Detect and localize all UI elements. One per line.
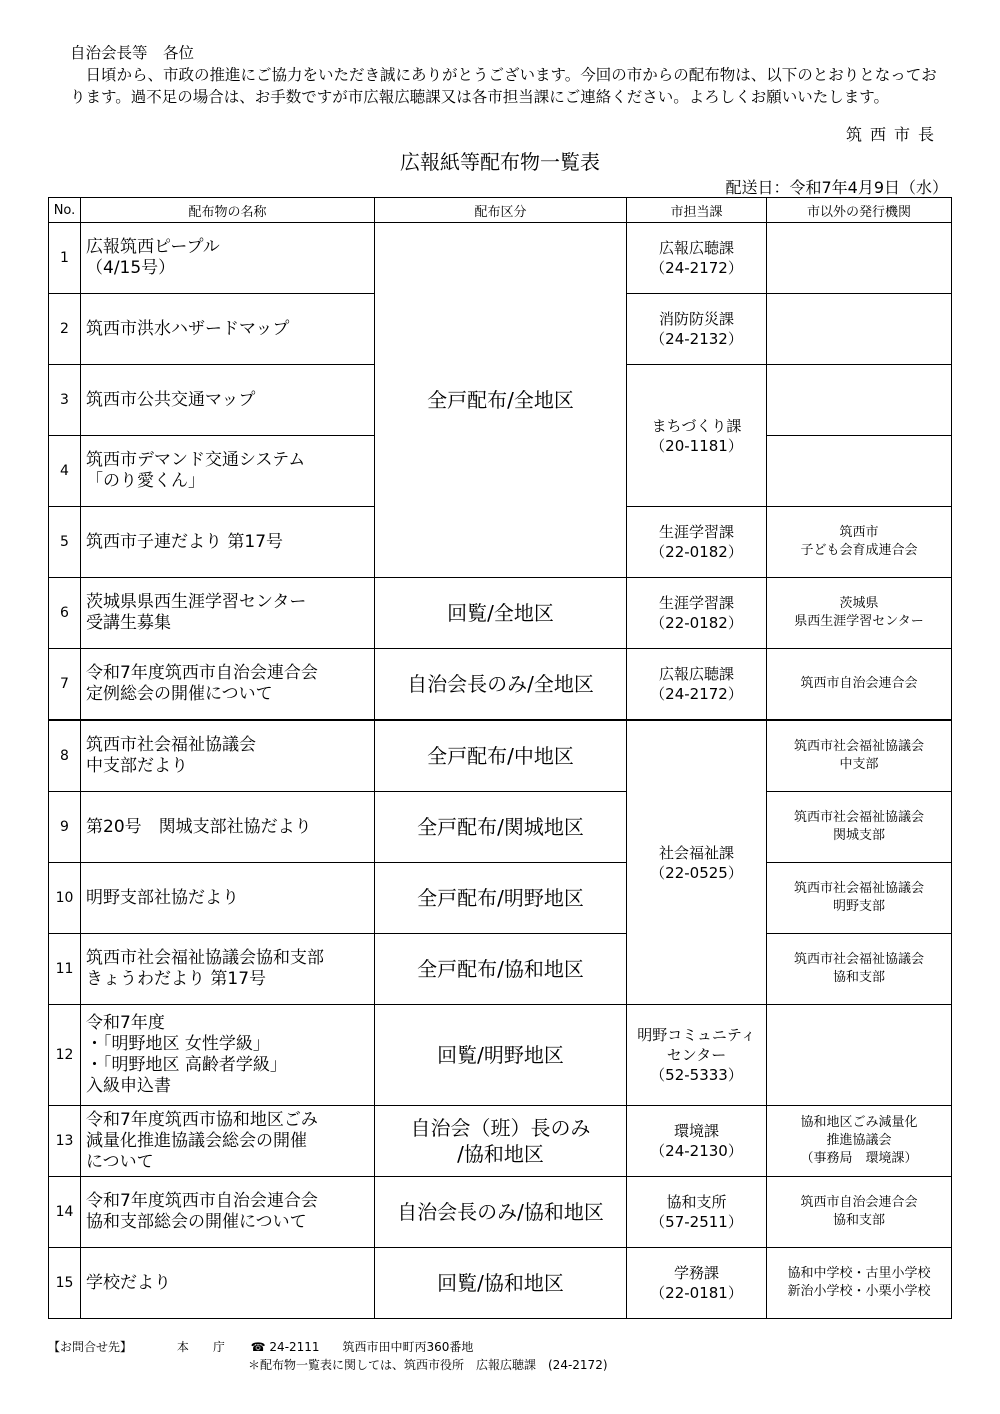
distribution-table: [48, 197, 952, 1319]
item-name: 令和7年度筑西市自治会連合会 定例総会の開催について: [81, 649, 375, 721]
issuer-cell: 協和中学校・古里小学校 新治小学校・小栗小学校: [767, 1248, 952, 1319]
department-cell: 学務課 （22-0181）: [627, 1248, 767, 1319]
sender: 筑西市長: [845, 125, 942, 144]
table-row: [49, 1177, 952, 1248]
table-row: [49, 934, 952, 1005]
department-cell: 明野コミュニティ センター （52-5333）: [627, 1005, 767, 1106]
issuer-cell: 筑西市社会福祉協議会 関城支部: [767, 792, 952, 863]
table-header-row: [49, 198, 952, 223]
issuer-cell: [767, 436, 952, 507]
row-no: 1: [49, 223, 81, 294]
distribution-cell: 全戸配布/全地区: [375, 223, 627, 578]
distribution-cell: 全戸配布/関城地区: [375, 792, 627, 863]
item-name: 令和7年度筑西市協和地区ごみ 減量化推進協議会総会の開催 について: [81, 1106, 375, 1177]
table-row: [49, 223, 952, 294]
footer-note: ＊配布物一覧表に関しては、筑西市役所 広報広聴課 (24-2172): [248, 1358, 608, 1372]
row-no: 15: [49, 1248, 81, 1319]
distribution-cell: 全戸配布/明野地区: [375, 863, 627, 934]
item-name: 第20号 関城支部社協だより: [81, 792, 375, 863]
item-name: 茨城県県西生涯学習センター 受講生募集: [81, 578, 375, 649]
distribution-cell: 回覧/明野地区: [375, 1005, 627, 1106]
table-row: [49, 863, 952, 934]
table-row: [49, 1106, 952, 1177]
row-no: 4: [49, 436, 81, 507]
contact-footer: [48, 1338, 948, 1374]
item-name: 明野支部社協だより: [81, 863, 375, 934]
document-title: 広報紙等配布物一覧表: [400, 150, 600, 174]
col-distribution: 配布区分: [375, 198, 627, 223]
row-no: 9: [49, 792, 81, 863]
col-no: No.: [49, 198, 81, 223]
item-name: 広報筑西ピープル （4/15号）: [81, 223, 375, 294]
issuer-cell: [767, 365, 952, 436]
issuer-cell: [767, 294, 952, 365]
item-name: 筑西市公共交通マップ: [81, 365, 375, 436]
item-name: 筑西市社会福祉協議会協和支部 きょうわだより 第17号: [81, 934, 375, 1005]
item-name: 筑西市デマンド交通システム 「のり愛くん」: [81, 436, 375, 507]
issuer-cell: 筑西市 子ども会育成連合会: [767, 507, 952, 578]
distribution-cell: 回覧/協和地区: [375, 1248, 627, 1319]
row-no: 7: [49, 649, 81, 721]
item-name: 学校だより: [81, 1248, 375, 1319]
item-name: 筑西市社会福祉協議会 中支部だより: [81, 720, 375, 792]
item-name: 令和7年度 ・「明野地区 女性学級」 ・「明野地区 高齢者学級」 入級申込書: [81, 1005, 375, 1106]
addressee: 自治会長等 各位: [70, 44, 195, 62]
item-name: 筑西市子連だより 第17号: [81, 507, 375, 578]
row-no: 11: [49, 934, 81, 1005]
table-row: [49, 720, 952, 792]
department-cell: 社会福祉課 （22-0525）: [627, 720, 767, 1005]
department-cell: 環境課 （24-2130）: [627, 1106, 767, 1177]
issuer-cell: 協和地区ごみ減量化 推進協議会 （事務局 環境課）: [767, 1106, 952, 1177]
row-no: 10: [49, 863, 81, 934]
issuer-cell: 茨城県 県西生涯学習センター: [767, 578, 952, 649]
phone-number: ☎ 24-2111: [250, 1340, 320, 1354]
issuer-cell: 筑西市社会福祉協議会 中支部: [767, 720, 952, 792]
table-row: [49, 578, 952, 649]
department-cell: 広報広聴課 （24-2172）: [627, 649, 767, 721]
distribution-cell: 全戸配布/中地区: [375, 720, 627, 792]
department-cell: 消防防災課 （24-2132）: [627, 294, 767, 365]
row-no: 2: [49, 294, 81, 365]
department-cell: 生涯学習課 （22-0182）: [627, 507, 767, 578]
col-issuer: 市以外の発行機関: [767, 198, 952, 223]
distribution-cell: 自治会長のみ/協和地区: [375, 1177, 627, 1248]
distribution-cell: 全戸配布/協和地区: [375, 934, 627, 1005]
issuer-cell: 筑西市自治会連合会 協和支部: [767, 1177, 952, 1248]
col-name: 配布物の名称: [81, 198, 375, 223]
item-name: 令和7年度筑西市自治会連合会 協和支部総会の開催について: [81, 1177, 375, 1248]
issuer-cell: [767, 1005, 952, 1106]
row-no: 14: [49, 1177, 81, 1248]
office-address: 筑西市田中町丙360番地: [342, 1340, 474, 1354]
delivery-date: 配送日：令和7年4月9日（水）: [725, 178, 948, 197]
issuer-cell: 筑西市自治会連合会: [767, 649, 952, 721]
col-department: 市担当課: [627, 198, 767, 223]
table-row: [49, 1005, 952, 1106]
contact-label: 【お問合せ先】: [48, 1340, 133, 1354]
issuer-cell: 筑西市社会福祉協議会 明野支部: [767, 863, 952, 934]
row-no: 5: [49, 507, 81, 578]
department-cell: 協和支所 （57-2511）: [627, 1177, 767, 1248]
intro-text: 日頃から、市政の推進にご協力をいただき誠にありがとうございます。今回の市からの配布物は、以下のとおりとなっております。過不足の場合は、お手数ですが市広報広聴課又は各市担当課にご連絡ください。よろしくお願いいたします。: [70, 66, 937, 106]
row-no: 6: [49, 578, 81, 649]
table-row: [49, 649, 952, 721]
row-no: 13: [49, 1106, 81, 1177]
distribution-cell: 自治会（班）長のみ /協和地区: [375, 1106, 627, 1177]
row-no: 8: [49, 720, 81, 792]
row-no: 3: [49, 365, 81, 436]
department-cell: まちづくり課 （20-1181）: [627, 365, 767, 507]
table-row: [49, 1248, 952, 1319]
distribution-cell: 回覧/全地区: [375, 578, 627, 649]
office-name: 本 庁: [176, 1340, 225, 1354]
distribution-cell: 自治会長のみ/全地区: [375, 649, 627, 721]
item-name: 筑西市洪水ハザードマップ: [81, 294, 375, 365]
department-cell: 生涯学習課 （22-0182）: [627, 578, 767, 649]
department-cell: 広報広聴課 （24-2172）: [627, 223, 767, 294]
issuer-cell: [767, 223, 952, 294]
notice-header: [70, 42, 950, 108]
issuer-cell: 筑西市社会福祉協議会 協和支部: [767, 934, 952, 1005]
table-row: [49, 792, 952, 863]
row-no: 12: [49, 1005, 81, 1106]
